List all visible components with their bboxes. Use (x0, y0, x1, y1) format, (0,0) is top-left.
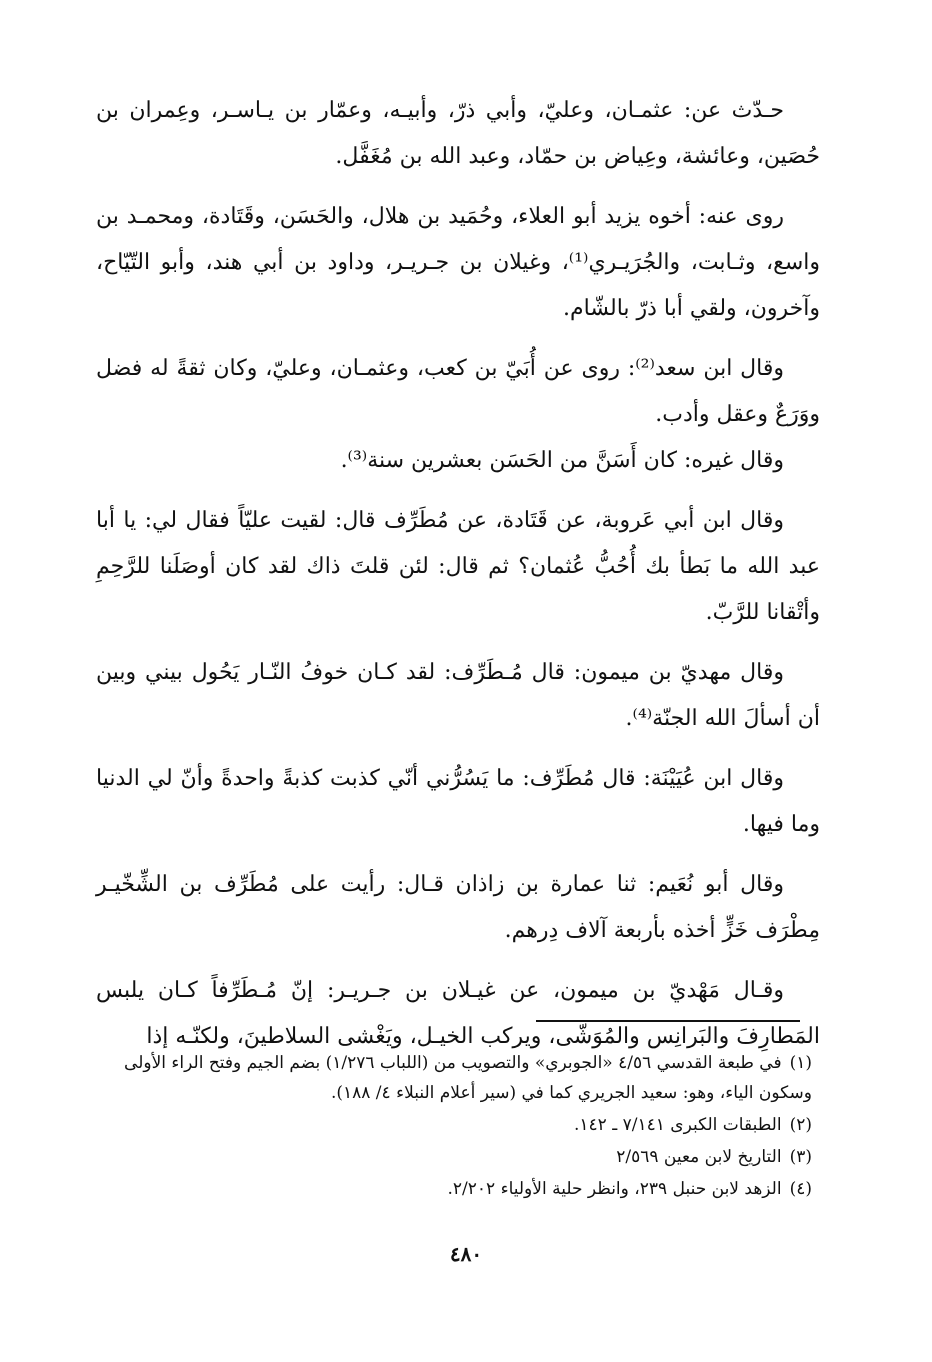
footnote-text: في طبعة القدسي ٤/٥٦ «الجوبري» والتصويب من (اللباب ١/٢٧٦) بضم الجيم وفتح الراء الأولى وسكون الياء، وهو: سعيد الجريري كما في (سير أعلام النبلاء ٤/ ١٨٨). (124, 1053, 812, 1103)
footnote-item (96, 1048, 812, 1108)
paragraph-narrated-by: روى عنه: أخوه يزيد أبو العلاء، وحُمَيد بن هلال، والحَسَن، وقَتَادة، ومحمـد بن واسع، وثـابت، والجُرَيـري⁽¹⁾، وغيلان بن جـريـر، وداود بن أبي هند، وأبو التّيّاح، وآخرون، ولقي أبا ذرّ بالشّام. (96, 204, 821, 321)
main-text (96, 88, 820, 1074)
footnotes (96, 1048, 812, 1206)
footnote-text: الزهد لابن حنبل ٢٣٩، وانظر حلية الأولياء ٢/٢٠٢. (447, 1179, 782, 1199)
paragraph-mahdi: وقال مهديّ بن ميمون: قال مُـطَرِّف: لقد كـان خوفُ النّـار يَحُول بيني وبين أن أسألَ الله الجنّة⁽⁴⁾. (96, 660, 820, 731)
page-number: ٤٨٠ (449, 1242, 483, 1266)
footnote-divider (536, 1020, 800, 1022)
footnote-number: (٣) (789, 1147, 812, 1167)
paragraph-narrated-from: حـدّث عن: عثمـان، وعليّ، وأبي ذرّ، وأبيـه، وعمّار بن يـاسـر، وعِمران بن حُصَين، وعائشة، وعِياض بن حمّاد، وعبد الله بن مُغَفَّل. (96, 98, 820, 169)
footnote-text: الطبقات الكبرى ٧/١٤١ ـ ١٤٢. (574, 1115, 782, 1135)
footnote-item (96, 1110, 812, 1140)
paragraph-ibn-aruba: وقال ابن أبي عَروبة، عن قَتَادة، عن مُطَرِّف قال: لقيت عليّاً فقال لي: يا أبا عبد الله ما بَطأ بك أُحُبُّ عُثمان؟ ثم قال: لئن قلتَ ذاك لقد كان أوصَلَنا للرَّحِمِ وأتْقانا للرَّبّ. (96, 508, 820, 625)
footnote-number: (١) (789, 1053, 812, 1073)
footnote-item (96, 1142, 812, 1172)
footnote-number: (٤) (789, 1179, 812, 1199)
footnote-text: التاريخ لابن معين ٢/٥٦٩ (616, 1147, 782, 1167)
paragraph-abu-nuaym: وقال أبو نُعَيم: ثنا عمارة بن زاذان قـال: رأيت على مُطَرِّف بن الشِّخّيـر مِطْرَف خَزٍّ أخذه بأربعة آلاف دِرهم. (96, 872, 820, 943)
paragraph-other-said: وقال غيره: كان أَسَنَّ من الحَسَن بعشرين سنة⁽³⁾. (340, 448, 784, 473)
paragraph-ibn-saad: وقال ابن سعد⁽²⁾: روى عن أُبَيّ بن كعب، وعثمـان، وعليّ، وكان ثقةً له فضل ووَرَعٌ وعقل وأدب. (96, 356, 820, 427)
footnote-number: (٢) (789, 1115, 812, 1135)
paragraph-ibn-uyaynah: وقال ابن عُيَيْنَة: قال مُطَرِّف: ما يَسُرُّني أنّي كذبت كذبةً واحدةً وأنّ لي الدنيا وما فيها. (96, 766, 820, 837)
footnote-item (96, 1174, 812, 1204)
paragraph-ghaylan: وقـال مَهْديّ بن ميمون، عن غيـلان بن جـريـر: إنّ مُـطَرِّفاً كـان يلبس المَطارِفَ والبَرانِس والمُوَشّى، ويركب الخيـل، ويَغْشى السلاطينَ، ولكنّـه إذا (96, 978, 820, 1049)
